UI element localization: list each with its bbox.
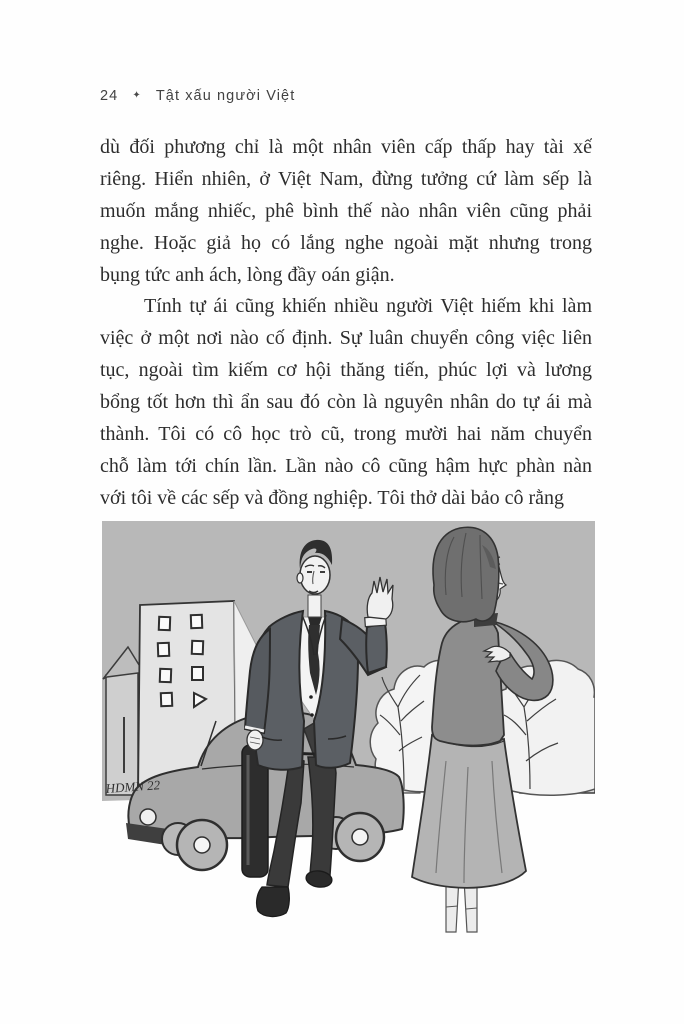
illustration [102,521,595,935]
artist-signature: HDMN 22 [105,777,161,796]
body-line: Tính tự ái cũng khiến nhiều người Việt hiếm khi làm [144,295,592,318]
body-line: nghe. Hoặc giả họ có lắng nghe ngoài mặt nhưng trong [100,231,592,254]
body-line: riêng. Hiển nhiên, ở Việt Nam, đừng tưởng cứ làm sếp là [100,167,592,190]
running-header [100,88,592,104]
body-line: thành. Tôi có cô học trò cũ, trong mười hai năm chuyển [100,423,592,446]
body-line: việc ở một nơi nào cố định. Sự luân chuyển công việc liên [100,327,592,350]
body-text [100,132,592,515]
body-line: muốn mắng nhiếc, phê bình thế nào nhân viên cũng phải [100,199,592,222]
diamond-separator-icon: ✦ [132,89,142,101]
body-line: bổng tốt hơn thì ẩn sau đó còn là nguyên nhân do tự ái mà [100,391,592,414]
book-title: Tật xấu người Việt [155,88,296,104]
body-line: tục, ngoài tìm kiếm cơ hội thăng tiến, phúc lợi và lương [100,359,592,382]
body-line: với tôi về các sếp và đồng nghiệp. Tôi thở dài bảo cô rằng [100,486,564,509]
body-line: bụng tức anh ách, lòng đầy oán giận. [100,263,395,286]
page-number: 24 [100,88,119,104]
body-line: dù đối phương chỉ là một nhân viên cấp thấp hay tài xế [100,136,592,158]
body-line: chỗ làm tới chín lần. Lần nào cô cũng hậm hực phàn nàn [100,454,592,477]
